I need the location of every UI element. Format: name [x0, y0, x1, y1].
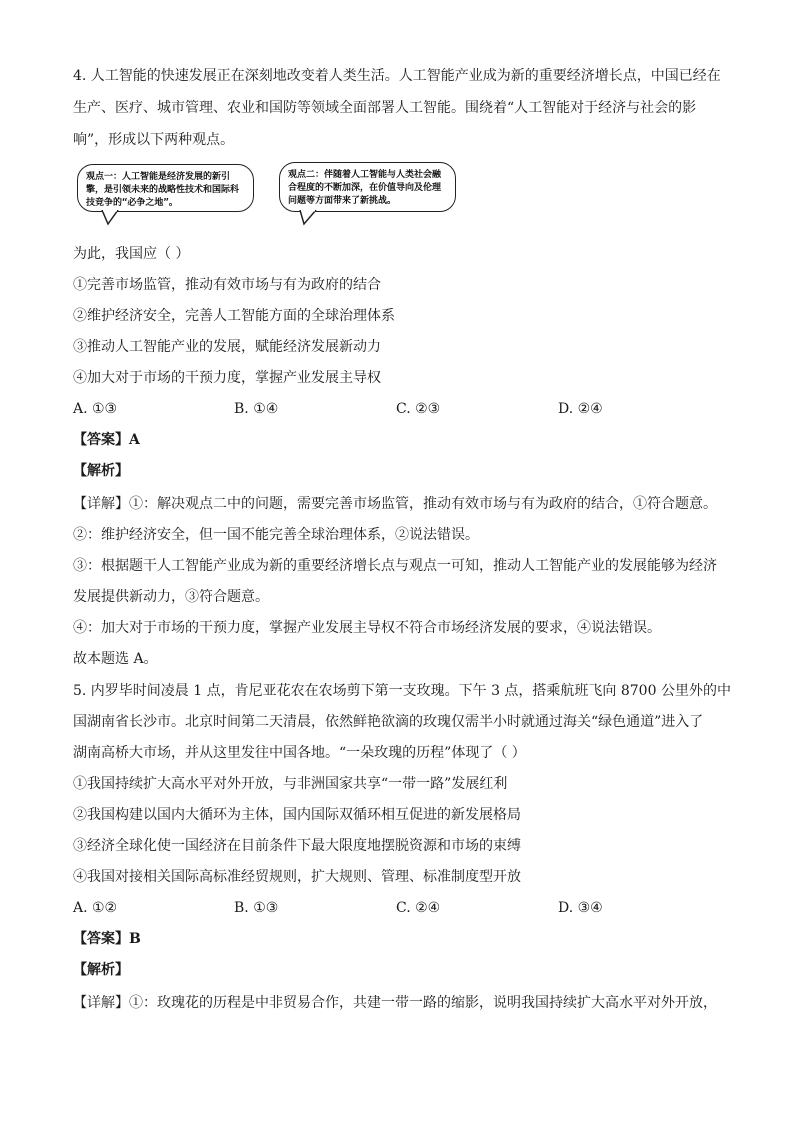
q4-option-a: A. ①③ [73, 401, 118, 417]
q4-detail-line-4: 发展提供新动力，③符合题意。 [73, 589, 269, 605]
q4-detail-line-2: ②：维护经济安全，但一国不能完善全球治理体系，②说法错误。 [73, 527, 479, 543]
q4-question: 为此，我国应（ ） [73, 246, 190, 262]
q5-stem-line-1: 5. 内罗毕时间凌晨 1 点，肯尼亚花农在农场剪下第一支玫瑰。下午 3 点，搭乘航班飞向 8700 公里外的中 [73, 683, 731, 699]
q5-item-4: ④我国对接相关国际高标准经贸规则，扩大规则、管理、标准制度型开放 [73, 869, 521, 885]
q5-stem-line-2: 国湖南省长沙市。北京时间第二天清晨，依然鲜艳欲滴的玫瑰仅需半小时就通过海关“绿色通道”进入了 [73, 714, 704, 730]
q5-option-a: A. ①② [73, 900, 118, 916]
q5-detail-line-1: 【详解】①：玫瑰花的历程是中非贸易合作，共建一带一路的缩影，说明我国持续扩大高水平对外开放， [73, 995, 717, 1011]
q4-analysis-label: 【解析】 [73, 463, 129, 479]
viewpoint-2-bubble-tail [298, 210, 322, 226]
q4-options [73, 399, 733, 419]
viewpoint-1-bubble [77, 164, 254, 212]
viewpoint-1-bubble-tail [100, 210, 124, 226]
q4-item-3: ③推动人工智能产业的发展，赋能经济发展新动力 [73, 339, 381, 355]
q4-option-d: D. ②④ [558, 401, 603, 417]
viewpoint-1-text: 观点一：人工智能是经济发展的新引擎，是引领未来的战略性技术和国际科技竞争的“必争之地”。 [86, 172, 240, 208]
q4-item-4: ④加大对于市场的干预力度，掌握产业发展主导权 [73, 370, 381, 386]
q5-analysis-label: 【解析】 [73, 962, 129, 978]
viewpoint-2-bubble [279, 162, 456, 212]
q5-options [73, 898, 733, 918]
q4-detail-line-6: 故本题选 A。 [73, 651, 158, 667]
q5-option-c: C. ②④ [396, 900, 441, 916]
viewpoint-2-text: 观点二：伴随着人工智能与人类社会融合程度的不断加深，在价值导向及伦理问题等方面带来了新挑战。 [288, 170, 442, 206]
q4-option-b: B. ①④ [234, 401, 279, 417]
q5-option-d: D. ③④ [558, 900, 603, 916]
q5-item-1: ①我国持续扩大高水平对外开放，与非洲国家共享“一带一路”发展红利 [73, 776, 508, 792]
q4-item-1: ①完善市场监管，推动有效市场与有为政府的结合 [73, 277, 381, 293]
q5-option-b: B. ①③ [234, 900, 279, 916]
q4-detail-line-1: 【详解】①：解决观点二中的问题，需要完善市场监管，推动有效市场与有为政府的结合，①符合题意。 [73, 496, 717, 512]
q4-stem-line-2: 生产、医疗、城市管理、农业和国防等领域全面部署人工智能。围绕着“人工智能对于经济与社会的影 [73, 100, 697, 116]
q4-stem-line-3: 响”，形成以下两种观点。 [73, 132, 235, 148]
q5-stem-line-3: 湖南高桥大市场，并从这里发往中国各地。“一朵玫瑰的历程”体现了（ ） [73, 745, 526, 761]
q5-item-2: ②我国构建以国内大循环为主体，国内国际双循环相互促进的新发展格局 [73, 807, 521, 823]
q4-stem-line-1: 4. 人工智能的快速发展正在深刻地改变着人类生活。人工智能产业成为新的重要经济增长点，中国已经在 [73, 68, 721, 84]
q4-item-2: ②维护经济安全，完善人工智能方面的全球治理体系 [73, 308, 395, 324]
q4-option-c: C. ②③ [396, 401, 441, 417]
q5-item-3: ③经济全球化使一国经济在目前条件下最大限度地摆脱资源和市场的束缚 [73, 838, 521, 854]
q4-answer: 【答案】A [73, 432, 140, 448]
q4-detail-line-5: ④：加大对于市场的干预力度，掌握产业发展主导权不符合市场经济发展的要求，④说法错误。 [73, 620, 661, 636]
q5-answer: 【答案】B [73, 931, 141, 947]
q4-detail-line-3: ③：根据题干人工智能产业成为新的重要经济增长点与观点一可知，推动人工智能产业的发展能够为经济 [73, 558, 717, 574]
